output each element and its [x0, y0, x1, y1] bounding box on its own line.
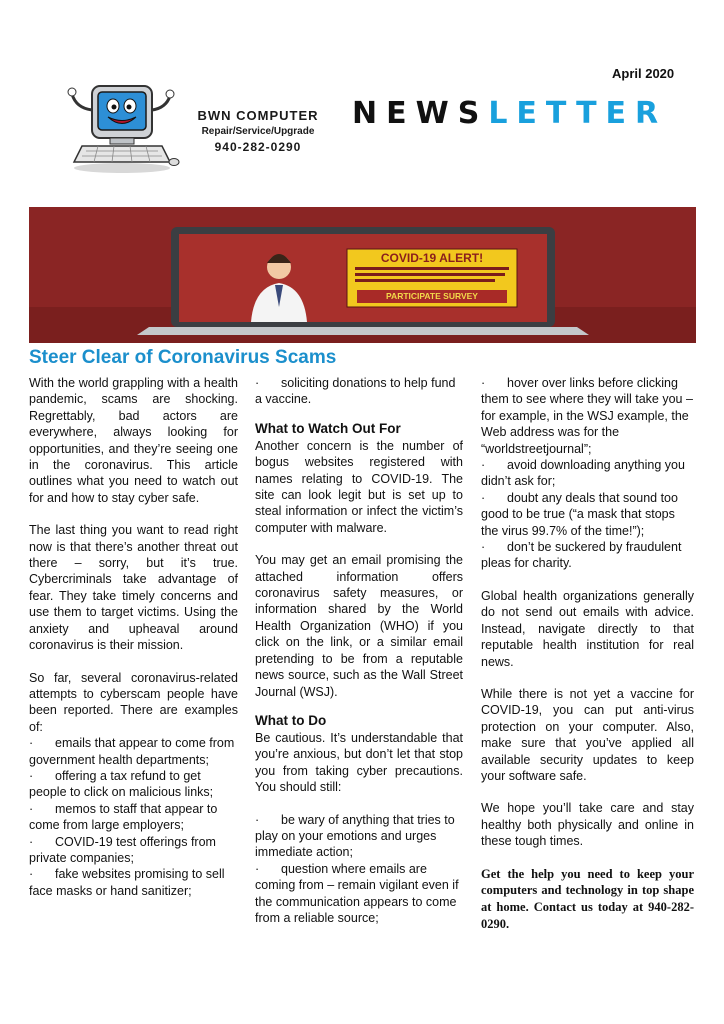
list-item: · memos to staff that appear to come from large employers; — [29, 801, 218, 833]
paragraph: So far, several coronavirus-related attempts to cyberscam people have been reported. There are examples of: — [29, 670, 238, 734]
list-item: · question where emails are coming from – remain vigilant even if the communication appears to come from a reliable source; — [255, 861, 459, 925]
alert-title: COVID-19 ALERT! — [380, 251, 484, 265]
list-item: · soliciting donations to help fund a vaccine. — [255, 376, 456, 407]
paragraph: Another concern is the number of bogus websites registered with names relating to COVID-19. The site can look legit but is set up to steal information or infect the victim’s computer with malware. — [255, 438, 463, 535]
list-item: · fake websites promising to sell face masks or hand sanitizer; — [29, 867, 225, 898]
paragraph: The last thing you want to read right now is that there’s another threat out there – sorry, but it’s true. Cybercriminals take advantage of fear. They take timely concerns and use them to target victims. Using the anxiety and upheaval around coronavirus is their mission. — [29, 523, 238, 653]
company-block — [188, 108, 328, 154]
article-column-2 — [255, 375, 463, 926]
list-item: · emails that appear to come from government health departments; — [29, 736, 235, 767]
masthead-news: NEWS — [352, 96, 489, 131]
paragraph: You may get an email promising the attached information offers coronavirus safety measures, or information shared by the World Health Organization (WHO) if you click on the link, or a similar email pretending to be from a reputable news source, such as the Wall Street Journal (WSJ). — [255, 553, 463, 699]
section-heading: What to Do — [255, 712, 327, 728]
computer-mascot-logo-icon — [62, 80, 182, 175]
paragraph: With the world grappling with a health pandemic, scams are shocking. Regrettably, bad actors are everywhere, always looking for opportunities, and they’re seeing one in the coronavirus. This article outlines what you need to watch out for and how to stay cyber safe. — [29, 376, 238, 505]
newsletter-masthead — [352, 96, 667, 131]
paragraph: Global health organizations generally do not send out emails with advice. Instead, navigate directly to that reputable health institution for real news. — [481, 588, 694, 669]
laptop-illustration — [29, 207, 696, 343]
participate-survey-button: PARTICIPATE SURVEY — [386, 291, 478, 301]
article-column-3 — [481, 375, 694, 933]
list-item: · don’t be suckered by fraudulent pleas for charity. — [481, 540, 682, 571]
paragraph: While there is not yet a vaccine for COVID-19, you can put anti-virus protection on your computer. Also, make sure that you’ve applied all available security updates to keep your software safe. — [481, 686, 694, 783]
covid-alert-banner — [29, 207, 696, 343]
article-column-1 — [29, 375, 238, 899]
masthead-letter: LETTER — [488, 96, 668, 131]
list-item: · doubt any deals that sound too good to be true (“a mask that stops the virus 99.7% of the time!”); — [481, 490, 678, 538]
list-item: · be wary of anything that tries to play on your emotions and urges immediate action; — [255, 812, 455, 860]
list-item: · offering a tax refund to get people to click on malicious links; — [29, 768, 214, 800]
issue-date: April 2020 — [612, 66, 675, 81]
article-headline: Steer Clear of Coronavirus Scams — [29, 347, 337, 368]
company-phone: 940-282-0290 — [214, 140, 302, 154]
call-to-action: Get the help you need to keep your computers and technology in top shape at home. Contact us today at 940-282-0290. — [481, 866, 694, 931]
list-item: · COVID-19 test offerings from private companies; — [29, 834, 216, 865]
paragraph: Be cautious. It’s understandable that you’re anxious, but don’t let that stop you from taking cyber precautions. You should still: — [255, 730, 463, 795]
company-tagline: Repair/Service/Upgrade — [201, 126, 315, 137]
section-heading: What to Watch Out For — [255, 420, 401, 436]
list-item: · avoid downloading anything you didn’t ask for; — [481, 458, 685, 489]
company-name: BWN COMPUTER — [197, 108, 319, 123]
list-item: · hover over links before clicking them to see where they will take you – for example, in the WSJ example, the Web address was for the “worldstreetjournal”; — [481, 376, 693, 456]
paragraph: We hope you’ll take care and stay healthy both physically and online in these tough times. — [481, 801, 694, 849]
